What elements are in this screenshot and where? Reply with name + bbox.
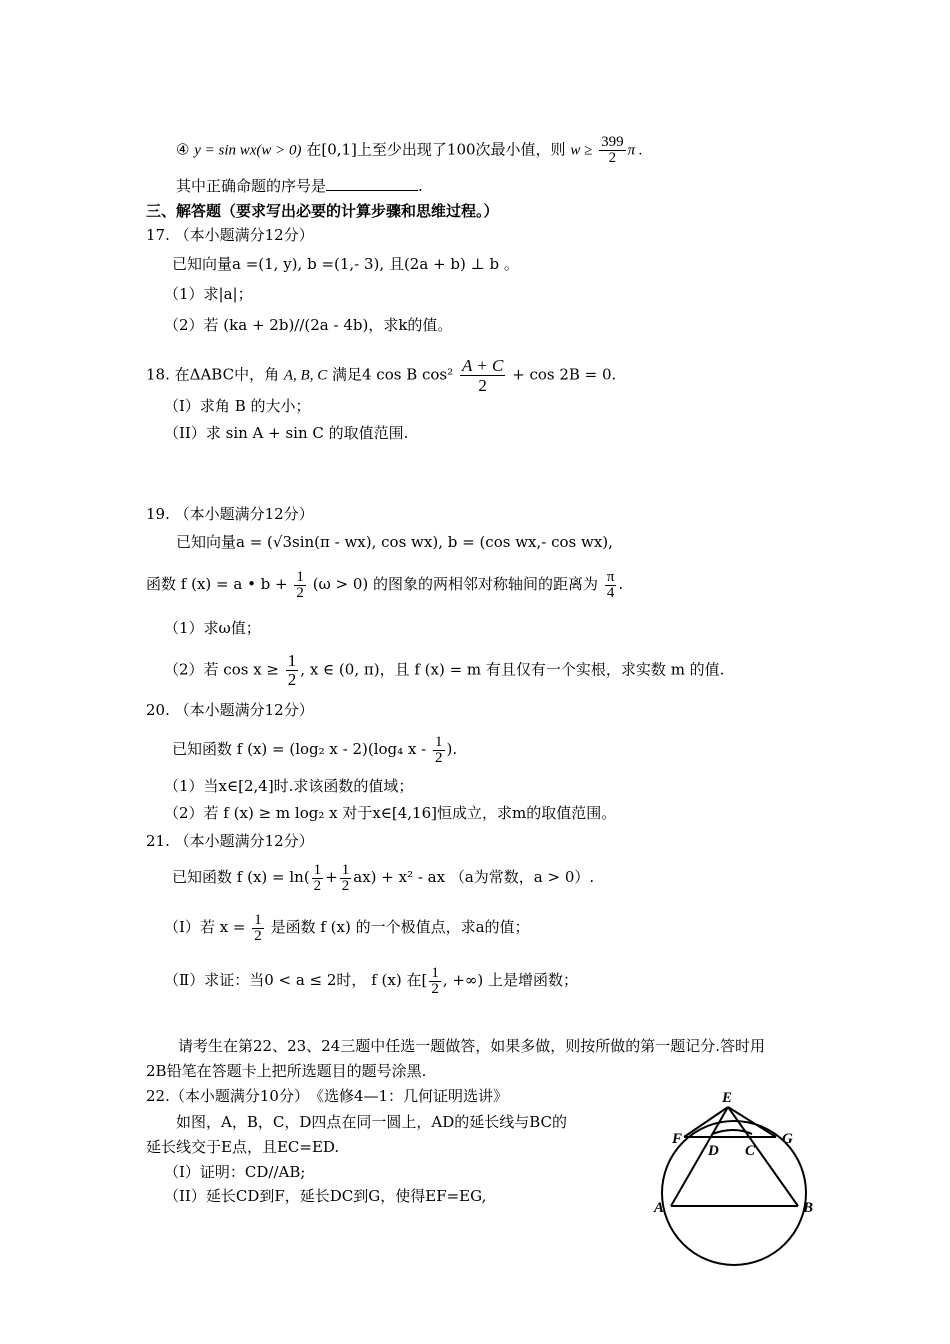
q17-part1: （1）求|a|； <box>164 285 253 303</box>
section-title: 三、解答题（要求写出必要的计算步骤和思维过程。） <box>146 202 499 220</box>
fraction: $\frac{1}{2}$ <box>287 651 297 689</box>
fraction: $\frac{399}{2}$ <box>601 134 624 166</box>
q20-part1: （1）当x∈[2,4]时.求该函数的值域； <box>164 777 414 795</box>
fraction: $\frac{\pi}{4}$ <box>606 568 615 601</box>
q22-header: 22.（本小题满分10分） 《选修4—1：几何证明选讲》 <box>146 1087 509 1105</box>
q20-stem: 已知函数 f (x) = (log₂ x - 2)(log₄ x - $\frac{1}{2}$ ). <box>172 733 458 766</box>
fraction: $\frac{1}{2}$ <box>296 568 304 601</box>
q19-header: 19. （本小题满分12分） <box>146 505 314 523</box>
formula: y = sin wx(w > 0) <box>194 142 302 159</box>
segment-EA <box>671 1107 728 1206</box>
fraction: $\frac{1}{2}$ <box>431 964 439 997</box>
q22-part2: （II）延长CD到F，延长DC到G，使得EF=EG, <box>164 1187 487 1205</box>
q18-part2: （II）求 sin A + sin C 的取值范围. <box>164 424 409 442</box>
label-G: G <box>782 1131 793 1147</box>
q22-part1: （I）证明：CD//AB; <box>164 1163 306 1181</box>
label-E: E <box>722 1090 733 1106</box>
label-B: B <box>803 1200 814 1216</box>
q17-part2: （2）若 (ka + 2b)//(2a - 4b)，求k的值。 <box>164 316 453 334</box>
q17-stem: 已知向量a =(1, y), b =(1,- 3), 且(2a + b) ⊥ b 。 <box>172 255 519 273</box>
q18-part1: （I）求角 B 的大小； <box>164 397 311 415</box>
q16-item4 <box>176 135 643 166</box>
q19-stem2: 函数 f (x) = a • b + $\frac{1}{2}$ (ω > 0) 的图象的两相邻对称轴间的距离为 $\frac{\pi}{4}$ . <box>146 568 624 601</box>
label-C: C <box>745 1143 756 1159</box>
q22-stem1: 如图，A，B，C，D四点在同一圆上，AD的延长线与BC的 <box>176 1113 567 1131</box>
segment-EB <box>728 1107 798 1206</box>
item-number: ④ <box>176 140 190 159</box>
q19-stem1: 已知向量a = (√3sin(π - wx), cos wx), b = (cos wx,- cos wx), <box>176 533 613 551</box>
q20-header: 20. （本小题满分12分） <box>146 701 314 719</box>
q22-stem2: 延长线交于E点，且EC=ED. <box>146 1138 340 1156</box>
answer-blank <box>326 176 418 191</box>
q21-part2: （Ⅱ）求证：当0 < a ≤ 2时， f (x) 在[ $\frac{1}{2}$ , +∞) 上是增函数； <box>164 964 579 997</box>
fraction: $\frac{1}{2}$ <box>313 861 322 894</box>
fraction: $\frac{1}{2}$ <box>341 861 350 894</box>
fraction: $\frac{1}{2}$ <box>435 733 443 766</box>
q19-part2: （2）若 cos x ≥ $\frac{1}{2}$ , x ∈ (0, π)，且 f (x) = m 有且仅有一个实根，求实数 m 的值. <box>164 651 725 689</box>
q21-part1: （Ⅰ）若 x = $\frac{1}{2}$ 是函数 f (x) 的一个极值点，求a的值； <box>164 911 530 944</box>
inequality: w ≥ <box>570 142 593 159</box>
item4-tail: π . <box>627 142 643 159</box>
q18-stem: 18. 在ΔABC中，角 A, B, C 满足4 cos B cos² $\frac{A + C}{2}$ + cos 2B = 0. <box>146 356 617 395</box>
q16-answer-line: 其中正确命题的序号是 . <box>176 177 423 195</box>
q17-header: 17. （本小题满分12分） <box>146 226 314 244</box>
q20-part2: （2）若 f (x) ≥ m log₂ x 对于x∈[4,16]恒成立，求m的取值范围。 <box>164 804 617 822</box>
q21-header: 21. （本小题满分12分） <box>146 832 314 850</box>
q19-part1: （1）求ω值； <box>164 619 261 637</box>
fraction: $\frac{A + C}{2}$ <box>461 356 504 395</box>
geometry-figure <box>646 1088 826 1270</box>
label-A: A <box>654 1200 665 1216</box>
fraction: $\frac{1}{2}$ <box>254 911 262 944</box>
choose-note-line1: 请考生在第22、23、24三题中任选一题做答，如果多做，则按所做的第一题记分.答时用 <box>178 1037 766 1055</box>
label-D: D <box>708 1143 719 1159</box>
choose-note-line2: 2B铅笔在答题卡上把所选题目的题号涂黑. <box>146 1062 427 1080</box>
q21-stem: 已知函数 f (x) = ln( $\frac{1}{2}$ + $\frac{1}{2}$ ax) + x² - ax （a为常数，a > 0）. <box>172 861 595 894</box>
item4-text: 在[0,1]上至少出现了100次最小值，则 <box>306 140 566 159</box>
label-F: F <box>672 1131 683 1147</box>
